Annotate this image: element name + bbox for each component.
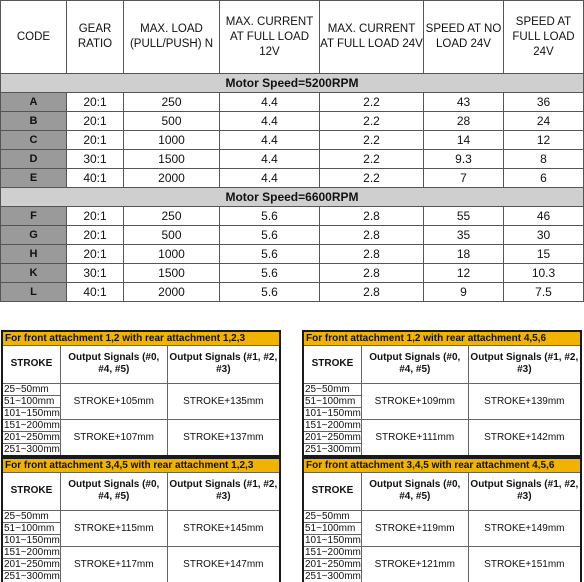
spec-value-cell: 55 <box>424 207 504 226</box>
spec-value-cell: 40:1 <box>67 169 124 188</box>
spec-value-cell: 5.6 <box>220 226 320 245</box>
spec-value-cell: 18 <box>424 245 504 264</box>
output-signals-a-header: Output Signals (#0, #4, #5) <box>60 472 167 510</box>
model-code-cell: K <box>1 264 67 283</box>
output-signal-b-value: STROKE+137mm <box>167 419 280 456</box>
spec-value-cell: 9 <box>424 283 504 302</box>
spec-value-cell: 1000 <box>124 245 220 264</box>
spec-value-cell: 4.4 <box>220 150 320 169</box>
spec-value-cell: 2.2 <box>320 131 424 150</box>
spec-value-cell: 36 <box>504 93 584 112</box>
output-signal-a-value: STROKE+107mm <box>60 419 167 456</box>
motor-speed-label: Motor Speed=6600RPM <box>1 188 584 207</box>
spec-value-cell: 20:1 <box>67 93 124 112</box>
output-signal-b-value: STROKE+149mm <box>468 510 581 546</box>
spec-value-cell: 5.6 <box>220 264 320 283</box>
spec-value-cell: 7.5 <box>504 283 584 302</box>
output-signals-a-header: Output Signals (#0, #4, #5) <box>60 345 167 383</box>
attachment-panel <box>1 330 281 457</box>
stroke-range-cell: 51~100mm <box>303 522 361 534</box>
model-code-cell: H <box>1 245 67 264</box>
spec-value-cell: 250 <box>124 207 220 226</box>
stroke-range-cell: 51~100mm <box>2 522 60 534</box>
attachment-panel <box>302 457 582 582</box>
output-signal-a-value: STROKE+121mm <box>361 546 468 582</box>
output-signal-b-value: STROKE+151mm <box>468 546 581 582</box>
spec-value-cell: 4.4 <box>220 131 320 150</box>
model-code-cell: A <box>1 93 67 112</box>
output-signal-a-value: STROKE+115mm <box>60 510 167 546</box>
stroke-range-cell: 101~150mm <box>305 407 361 419</box>
spec-value-cell: 2.2 <box>320 169 424 188</box>
output-signals-a-header: Output Signals (#0, #4, #5) <box>361 472 468 510</box>
stroke-range-cell: 151~200mm <box>305 419 361 431</box>
spec-value-cell: 250 <box>124 93 220 112</box>
stroke-range-cell: 251~300mm <box>305 570 361 582</box>
spec-value-cell: 1000 <box>124 131 220 150</box>
panel-title: For front attachment 1,2 with rear attachment 1,2,3 <box>2 331 280 345</box>
output-signal-b-value: STROKE+145mm <box>167 510 280 546</box>
output-signals-b-header: Output Signals (#1, #2, #3) <box>167 345 280 383</box>
model-code-cell: D <box>1 150 67 169</box>
output-signals-b-header: Output Signals (#1, #2, #3) <box>167 472 280 510</box>
spec-value-cell: 2.2 <box>320 112 424 131</box>
spec-row <box>1 131 584 150</box>
motor-speed-label: Motor Speed=5200RPM <box>1 74 584 93</box>
spec-value-cell: 15 <box>504 245 584 264</box>
panel-title-row <box>303 331 581 345</box>
spec-row <box>1 93 584 112</box>
panel-title-row <box>2 331 280 345</box>
spec-value-cell: 40:1 <box>67 283 124 302</box>
stroke-range-cell: 25~50mm <box>303 383 361 395</box>
stroke-range-cell: 101~150mm <box>4 534 60 546</box>
output-signals-b-header: Output Signals (#1, #2, #3) <box>468 345 581 383</box>
stroke-col-header: STROKE <box>2 345 60 383</box>
stroke-range-cell: 101~150mm <box>305 534 361 546</box>
output-signal-a-value: STROKE+111mm <box>361 419 468 456</box>
spec-value-cell: 46 <box>504 207 584 226</box>
spec-value-cell: 500 <box>124 112 220 131</box>
spec-value-cell: 2000 <box>124 283 220 302</box>
stroke-range-row <box>2 546 280 558</box>
panel-header-row <box>2 345 280 383</box>
spec-value-cell: 30:1 <box>67 150 124 169</box>
stroke-col-header: STROKE <box>2 472 60 510</box>
spec-row <box>1 150 584 169</box>
attachment-panel <box>1 457 281 582</box>
spec-row <box>1 169 584 188</box>
col-header-code: CODE <box>1 1 67 74</box>
stroke-range-cell: 151~200mm <box>4 546 60 558</box>
spec-row <box>1 226 584 245</box>
spec-row <box>1 264 584 283</box>
spec-value-cell: 2.2 <box>320 150 424 169</box>
stroke-range-row <box>303 419 581 431</box>
stroke-range-row <box>303 383 581 395</box>
col-header-max-load: MAX. LOAD (PULL/PUSH) N <box>124 1 220 74</box>
spec-value-cell: 20:1 <box>67 226 124 245</box>
spec-value-cell: 43 <box>424 93 504 112</box>
panel-header-row <box>2 472 280 510</box>
spec-value-cell: 12 <box>504 131 584 150</box>
spec-value-cell: 5.6 <box>220 245 320 264</box>
panel-header-row <box>303 472 581 510</box>
col-header-speed-no-load: SPEED AT NO LOAD 24V <box>424 1 504 74</box>
output-signal-a-value: STROKE+105mm <box>60 383 167 419</box>
panel-title: For front attachment 1,2 with rear attachment 4,5,6 <box>303 331 581 345</box>
stroke-range-cell: 251~300mm <box>305 443 361 455</box>
spec-value-cell: 5.6 <box>220 207 320 226</box>
output-signal-b-value: STROKE+142mm <box>468 419 581 456</box>
model-code-cell: B <box>1 112 67 131</box>
spec-value-cell: 14 <box>424 131 504 150</box>
output-signal-a-value: STROKE+109mm <box>361 383 468 419</box>
spec-value-cell: 28 <box>424 112 504 131</box>
attachment-panel <box>302 330 582 457</box>
spec-value-cell: 2.8 <box>320 283 424 302</box>
stroke-range-cell: 151~200mm <box>4 419 60 431</box>
col-header-current-12v: MAX. CURRENT AT FULL LOAD 12V <box>220 1 320 74</box>
spec-header-row <box>1 1 584 74</box>
output-signals-b-header: Output Signals (#1, #2, #3) <box>468 472 581 510</box>
panel-header-row <box>303 345 581 383</box>
output-signals-a-header: Output Signals (#0, #4, #5) <box>361 345 468 383</box>
spec-value-cell: 20:1 <box>67 131 124 150</box>
spec-value-cell: 2.8 <box>320 226 424 245</box>
spec-value-cell: 5.6 <box>220 283 320 302</box>
panel-title-row <box>2 458 280 472</box>
spec-row <box>1 207 584 226</box>
output-signal-b-value: STROKE+147mm <box>167 546 280 582</box>
motor-speed-band-row <box>1 188 584 207</box>
spec-value-cell: 7 <box>424 169 504 188</box>
output-signal-b-value: STROKE+139mm <box>468 383 581 419</box>
stroke-range-cell: 25~50mm <box>2 510 60 522</box>
spec-value-cell: 2000 <box>124 169 220 188</box>
spec-value-cell: 4.4 <box>220 169 320 188</box>
stroke-range-cell: 201~250mm <box>4 558 60 570</box>
stroke-range-cell: 201~250mm <box>4 431 60 443</box>
motor-speed-band-row <box>1 74 584 93</box>
spec-value-cell: 30:1 <box>67 264 124 283</box>
spec-row <box>1 283 584 302</box>
spec-value-cell: 20:1 <box>67 112 124 131</box>
model-code-cell: F <box>1 207 67 226</box>
stroke-range-cell: 201~250mm <box>305 431 361 443</box>
stroke-range-row <box>2 383 280 395</box>
model-code-cell: E <box>1 169 67 188</box>
col-header-speed-full-load: SPEED AT FULL LOAD 24V <box>504 1 584 74</box>
spec-value-cell: 2.8 <box>320 245 424 264</box>
spec-value-cell: 10.3 <box>504 264 584 283</box>
spec-value-cell: 6 <box>504 169 584 188</box>
spec-row <box>1 245 584 264</box>
col-header-gear-ratio: GEAR RATIO <box>67 1 124 74</box>
model-code-cell: G <box>1 226 67 245</box>
spec-value-cell: 2.8 <box>320 207 424 226</box>
stroke-range-cell: 101~150mm <box>4 407 60 419</box>
stroke-range-cell: 25~50mm <box>303 510 361 522</box>
model-code-cell: L <box>1 283 67 302</box>
output-signal-b-value: STROKE+135mm <box>167 383 280 419</box>
spec-value-cell: 2.8 <box>320 264 424 283</box>
col-header-current-24v: MAX. CURRENT AT FULL LOAD 24V <box>320 1 424 74</box>
stroke-range-cell: 51~100mm <box>2 395 60 407</box>
stroke-range-cell: 251~300mm <box>4 443 60 455</box>
spec-value-cell: 4.4 <box>220 93 320 112</box>
model-code-cell: C <box>1 131 67 150</box>
spec-value-cell: 35 <box>424 226 504 245</box>
panel-title: For front attachment 3,4,5 with rear attachment 1,2,3 <box>2 458 280 472</box>
output-signal-a-value: STROKE+119mm <box>361 510 468 546</box>
spec-value-cell: 20:1 <box>67 207 124 226</box>
stroke-col-header: STROKE <box>303 345 361 383</box>
panel-title: For front attachment 3,4,5 with rear attachment 4,5,6 <box>303 458 581 472</box>
stroke-range-row <box>303 510 581 522</box>
stroke-range-cell: 201~250mm <box>305 558 361 570</box>
stroke-range-row <box>303 546 581 558</box>
spec-value-cell: 24 <box>504 112 584 131</box>
output-signal-a-value: STROKE+117mm <box>60 546 167 582</box>
stroke-range-cell: 251~300mm <box>4 570 60 582</box>
spec-value-cell: 20:1 <box>67 245 124 264</box>
spec-value-cell: 500 <box>124 226 220 245</box>
stroke-range-cell: 151~200mm <box>305 546 361 558</box>
spec-value-cell: 1500 <box>124 150 220 169</box>
spec-value-cell: 4.4 <box>220 112 320 131</box>
spec-value-cell: 8 <box>504 150 584 169</box>
stroke-range-row <box>2 510 280 522</box>
panel-title-row <box>303 458 581 472</box>
spec-value-cell: 30 <box>504 226 584 245</box>
spec-row <box>1 112 584 131</box>
stroke-range-row <box>2 419 280 431</box>
spec-value-cell: 9.3 <box>424 150 504 169</box>
stroke-range-cell: 25~50mm <box>2 383 60 395</box>
spec-value-cell: 1500 <box>124 264 220 283</box>
spec-value-cell: 2.2 <box>320 93 424 112</box>
stroke-col-header: STROKE <box>303 472 361 510</box>
stroke-range-cell: 51~100mm <box>303 395 361 407</box>
spec-value-cell: 12 <box>424 264 504 283</box>
